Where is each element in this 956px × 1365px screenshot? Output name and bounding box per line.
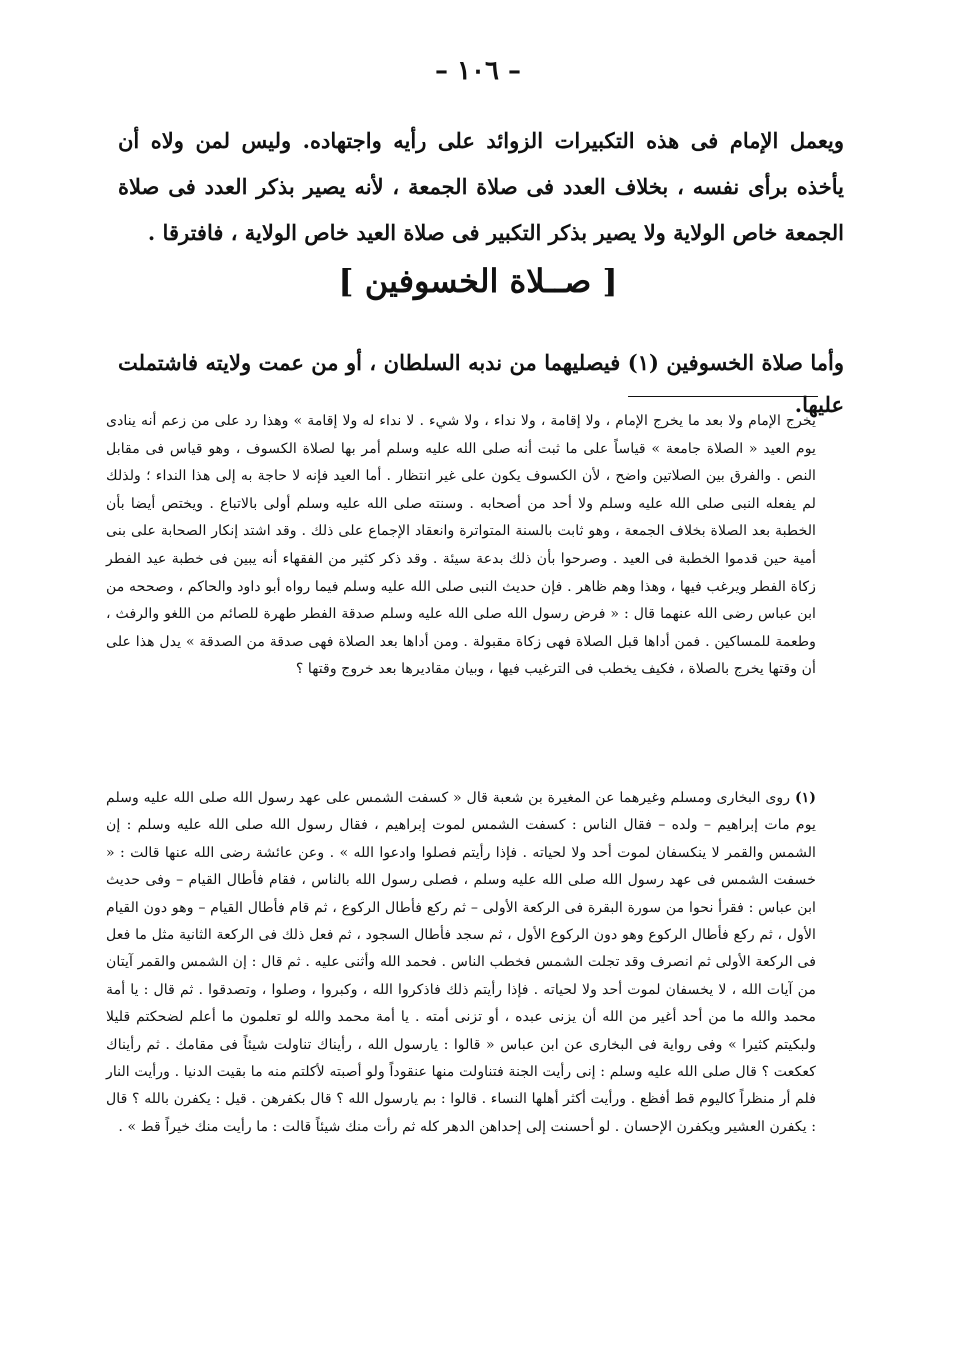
footnote-1-marker: (١) xyxy=(794,790,816,806)
footnote-separator xyxy=(628,396,818,397)
main-paragraph: ويعمل الإمام فى هذه التكبيرات الزوائد على رأيه واجتهاده. وليس لمن ولاه أن يأخذه برأى نفسه ، بخلاف العدد فى صلاة الجمعة ، لأنه يصير بذكر العدد فى صلاة الجمعة خاص الولاية ولا يصير بذكر التكبير فى صلاة العيد خاص الولاية ، فافترقا . xyxy=(118,128,844,245)
footnote-1-text: روى البخارى ومسلم وغيرهما عن المغيرة بن شعبة قال « كسفت الشمس على عهد رسول الله صلى الله عليه وسلم يوم مات إبراهيم – ولده – فقال الناس : كسفت الشمس لموت إبراهيم ، فقال رسول الله صلى الله عليه وسلم : إن الشمس والقمر لا ينكسفان لموت أحد ولا لحياته . فإذا رأيتم فصلوا وادعوا الله » . وعن عائشة رضى الله عنها قالت : « خسفت الشمس فى عهد رسول الله صلى الله عليه وسلم ، فصلى رسول الله بالناس ، فقام فأطال القيام – وفى حديث ابن عباس : فقرأ نحوا من سورة البقرة فى الركعة الأولى – ثم ركع فأطال الركوع ، ثم قام فأطال القيام – وهو دون القيام الأول ، ثم ركع فأطال الركوع وهو دون الركوع الأول ، ثم سجد فأطال السجود ، ثم فعل ذلك فى الركعة الثانية مثل ما فعل فى الركعة الأولى ثم انصرف وقد تجلت الشمس فخطب الناس . فحمد الله وأثنى عليه . ثم قال : إن الشمس والقمر آيتان من آيات الله ، لا يخسفان لموت أحد ولا لحياته . فإذا رأيتم ذلك فاذكروا الله ، وكبروا ، وصلوا ، وتصدقوا . ثم قال : يا أمة محمد والله ما من أحد أغير من الله أن يزنى عبده ، أو تزنى أمته . يا أمة محمد والله لو تعلمون ما أعلم لضحكتم قليلا ولبكيتم كثيرا » وفى رواية فى البخارى عن ابن عباس « قالوا : يارسول الله ، رأيناك تناولت شيئاً فى مقامك . ثم رأيناك كعكعت ؟ قال صلى الله عليه وسلم : إنى رأيت الجنة فتناولت منها عنقوداً ولو أصبته لأكلتم منه ما بقيت الدنيا . ورأيت النار فلم أر منظراً كاليوم قط أفظع . ورأيت أكثر أهلها النساء . قالوا : بم يارسول الله ؟ قال بكفرهن . قيل : يكفرن بالله ؟ قال : يكفرن العشير ويكفرن الإحسان . لو أحسنت إلى إحداهن الدهر كله ثم رأت منك شيئاً قالت : ما رأيت منك خيراً قط » . xyxy=(106,790,816,1135)
footnote-1 xyxy=(106,785,816,1141)
footnote-continuation: يخرج الإمام ولا بعد ما يخرج الإمام ، ولا إقامة ، ولا نداء ، ولا شيء . لا نداء له ولا إقامة » وهذا رد على من زعم أنه ينادى يوم العيد « الصلاة جامعة » قياساً على ما ثبت أنه صلى الله عليه وسلم أمر بها لصلاة الكسوف ، وهو قياس فى مقابل النص . والفرق بين الصلاتين واضح ، لأن الكسوف يكون على غير انتظار . أما العيد فإنه لا حاجة به إلى هذا النداء ؛ ولذلك لم يفعله النبى صلى الله عليه وسلم ولا أحد من أصحابه . وسنته صلى الله عليه وسلم أولى بالاتباع . ويختص أيضا بأن الخطبة بعد الصلاة بخلاف الجمعة ، وهو ثابت بالسنة المتواترة وانعقاد الإجماع على ذلك . وقد اشتد إنكار الصحابة على بنى أمية حين قدموا الخطبة فى العيد . وصرحوا بأن ذلك بدعة سيئة . وقد ذكر كثير من الفقهاء أنه يبين فى خطبة عيد الفطر زكاة الفطر ويرغب فيها ، وهذا وهم ظاهر . فإن حديث النبى صلى الله عليه وسلم فيما رواه أبو داود والحاكم ، وصححه من ابن عباس رضى الله عنهما قال : « فرض رسول الله صلى الله عليه وسلم صدقة الفطر طهرة للصائم من اللغو والرفث ، وطعمة للمساكين . فمن أداها قبل الصلاة فهى زكاة مقبولة . ومن أداها بعد الصلاة فهى صدقة من الصدقة » يدل هذا على أن وقتها يخرج بالصلاة ، فكيف يخطب فى الترغيب فيها ، وبيان مقاديرها بعد خروج وقتها ؟ xyxy=(106,413,816,678)
page-number: – ١٠٦ – xyxy=(434,56,522,86)
section-heading: [ صــلاة الخسوفين ] xyxy=(338,262,618,300)
eclipse-prayer-paragraph: وأما صلاة الخسوفين (١) فيصليهما من ندبه السلطان ، أو من عمت ولايته فاشتملت عليها. xyxy=(118,350,844,417)
